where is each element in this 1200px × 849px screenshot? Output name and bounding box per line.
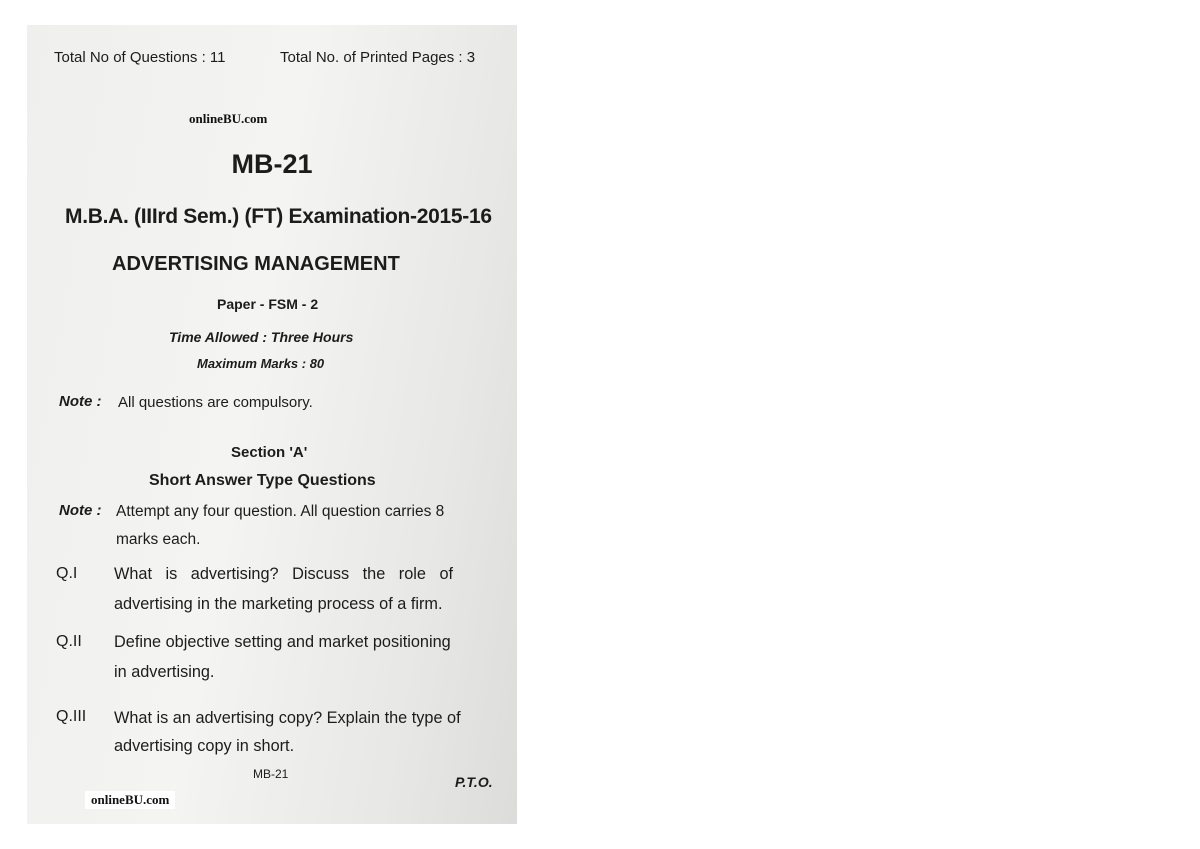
footer-paper-code: MB-21 [253,767,289,781]
question-1-line-2: advertising in the marketing process of a firm. [114,595,443,613]
question-3-line-2: advertising copy in short. [114,737,295,755]
exam-paper-page [27,25,517,824]
question-3-number: Q.III [56,708,87,725]
exam-title: M.B.A. (IIIrd Sem.) (FT) Examination-2015-16 [65,205,492,228]
section-title: Section 'A' [231,444,308,461]
total-printed-pages: Total No. of Printed Pages : 3 [280,49,476,66]
question-3-line-1: What is an advertising copy? Explain the type of [114,709,461,727]
section-subtitle: Short Answer Type Questions [149,472,376,489]
paper-number: Paper - FSM - 2 [217,296,319,312]
total-questions: Total No of Questions : 11 [54,49,226,66]
section-note-line-2: marks each. [116,531,201,548]
question-1-line-1: What is advertising? Discuss the role of [114,565,454,583]
subject-title: ADVERTISING MANAGEMENT [112,253,400,275]
watermark-top: onlineBU.com [189,111,268,126]
note-label: Note : [59,393,102,410]
note-text: All questions are compulsory. [118,394,313,411]
question-2-line-1: Define objective setting and market positioning [114,633,451,651]
question-2-line-2: in advertising. [114,663,215,681]
section-note-line-1: Attempt any four question. All question carries 8 [116,503,445,520]
time-allowed: Time Allowed : Three Hours [169,329,354,345]
please-turn-over: P.T.O. [455,774,493,790]
section-note-label: Note : [59,502,102,519]
paper-code: MB-21 [231,149,313,179]
question-1-number: Q.I [56,565,78,582]
question-2-number: Q.II [56,633,82,650]
watermark-bottom: onlineBU.com [85,791,175,809]
maximum-marks: Maximum Marks : 80 [197,356,325,371]
